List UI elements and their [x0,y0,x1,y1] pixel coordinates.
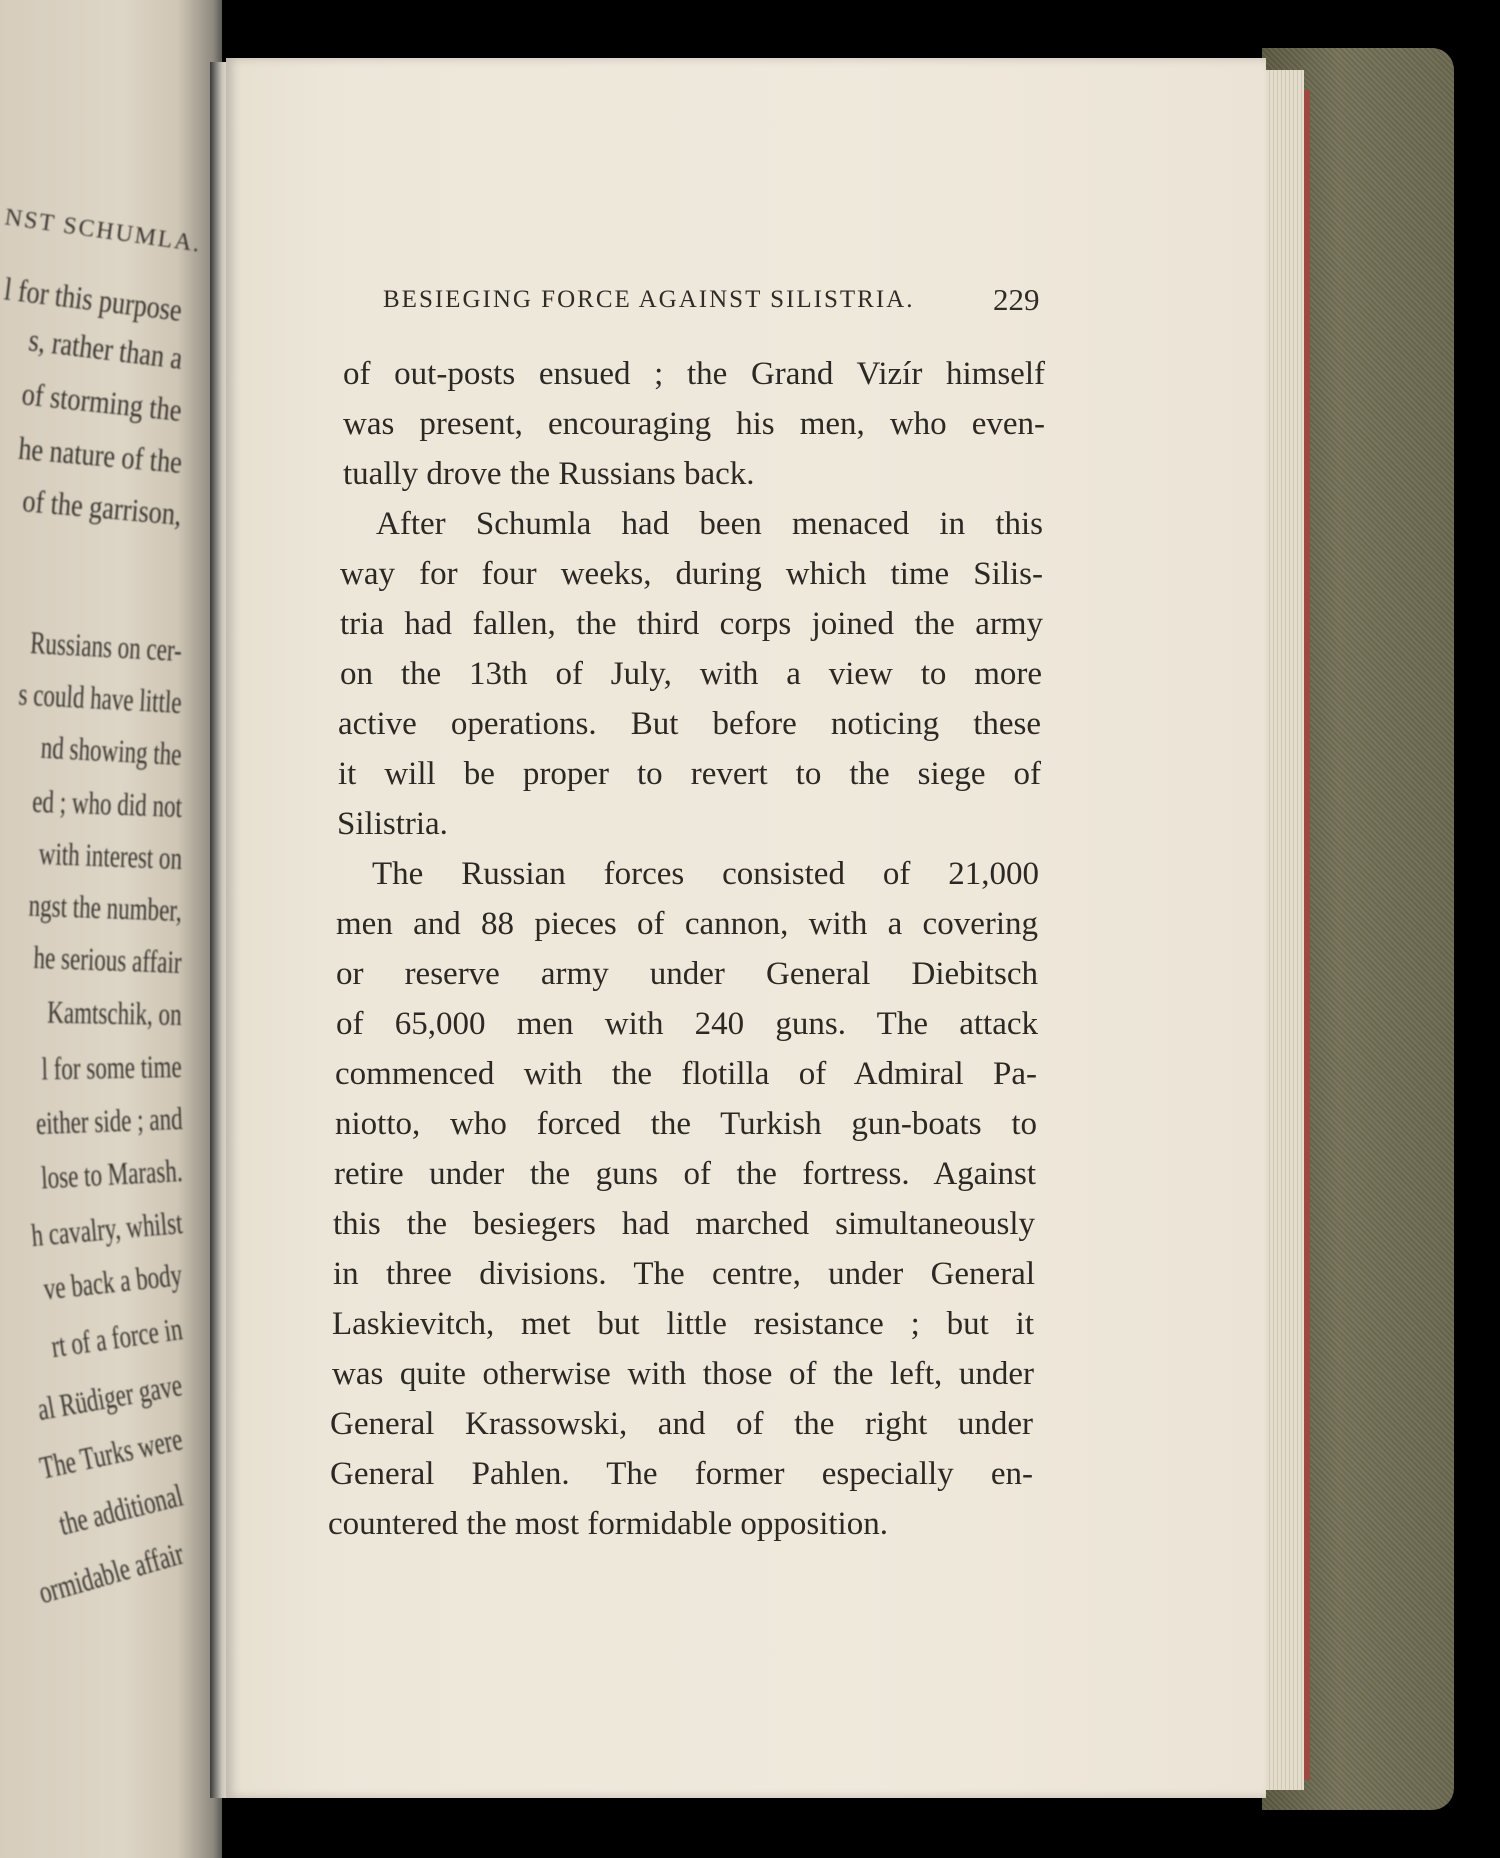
left-page-line: of the garrison, [21,482,184,532]
left-page-line: Kamtschik, on [47,993,183,1032]
body-line: commenced with the flotilla of Admiral Pa- [335,1056,1037,1092]
body-line: of out-posts ensued ; the Grand Vizír himself [343,356,1045,392]
left-page-line: the additional [55,1476,187,1542]
left-page-line: with interest on [38,835,183,876]
left-page-line: he nature of the [17,429,184,480]
body-line: way for four weeks, during which time Silis- [340,556,1043,592]
left-page-line: either side ; and [34,1100,183,1142]
page-number: 229 [993,282,1040,317]
body-line: General Krassowski, and of the right under [330,1406,1033,1442]
running-head: BESIEGING FORCE AGAINST SILISTRIA. [383,286,915,313]
body-line: Laskievitch, met but little resistance ; but it [332,1306,1034,1342]
left-page-line: s could have little [18,675,183,720]
left-page-line: s, rather than a [26,321,185,376]
left-page-line: lose to Marash. [39,1152,183,1196]
body-line: After Schumla had been menaced in this [376,506,1043,542]
body-line: The Russian forces consisted of 21,000 [372,856,1039,892]
body-line: men and 88 pieces of cannon, with a covering [336,906,1038,942]
left-page-line: he serious affair [33,938,183,980]
body-line: niotto, who forced the Turkish gun-boats to [335,1106,1037,1142]
left-page-line: of storming the [20,375,184,428]
body-line: this the besiegers had marched simultaneously [333,1206,1035,1242]
body-line: in three divisions. The centre, under General [333,1256,1035,1292]
body-line: on the 13th of July, with a view to more [340,656,1042,692]
left-page-line: l for this purpose [2,270,185,328]
left-page-line: ve back a body [42,1256,184,1307]
page-edges [1262,70,1304,1790]
body-line: tria had fallen, the third corps joined the army [340,606,1043,642]
left-page-line: nd showing the [40,728,183,772]
body-line: was present, encouraging his men, who even- [343,406,1045,442]
left-page-line: ngst the number, [28,886,183,928]
body-line: or reserve army under General Diebitsch [336,956,1038,992]
body-line: General Pahlen. The former especially en- [330,1456,1033,1492]
body-line: tually drove the Russians back. [343,456,755,492]
left-page-line: Russians on cer- [29,624,183,668]
body-line: was quite otherwise with those of the left, under [332,1356,1034,1392]
left-page-line: l for some time [41,1048,183,1087]
left-page-line: al Rüdiger gave [35,1366,186,1428]
left-facing-page [0,0,222,1858]
body-line: active operations. But before noticing these [338,706,1041,742]
red-headband [1304,90,1310,1780]
left-page-line: h cavalry, whilst [29,1204,184,1254]
left-page-line: ed ; who did not [31,782,183,824]
left-page-line: ormidable affair [34,1534,187,1611]
body-line: retire under the guns of the fortress. Against [334,1156,1036,1192]
body-line: Silistria. [337,806,448,842]
body-line: of 65,000 men with 240 guns. The attack [336,1006,1038,1042]
left-page-line: rt of a force in [48,1310,185,1365]
body-line: it will be proper to revert to the siege of [338,756,1041,792]
body-line: countered the most formidable opposition. [328,1506,888,1542]
left-page-line: The Turks were [36,1420,186,1486]
left-page-heading-fragment: NST SCHUMLA. [3,204,204,258]
